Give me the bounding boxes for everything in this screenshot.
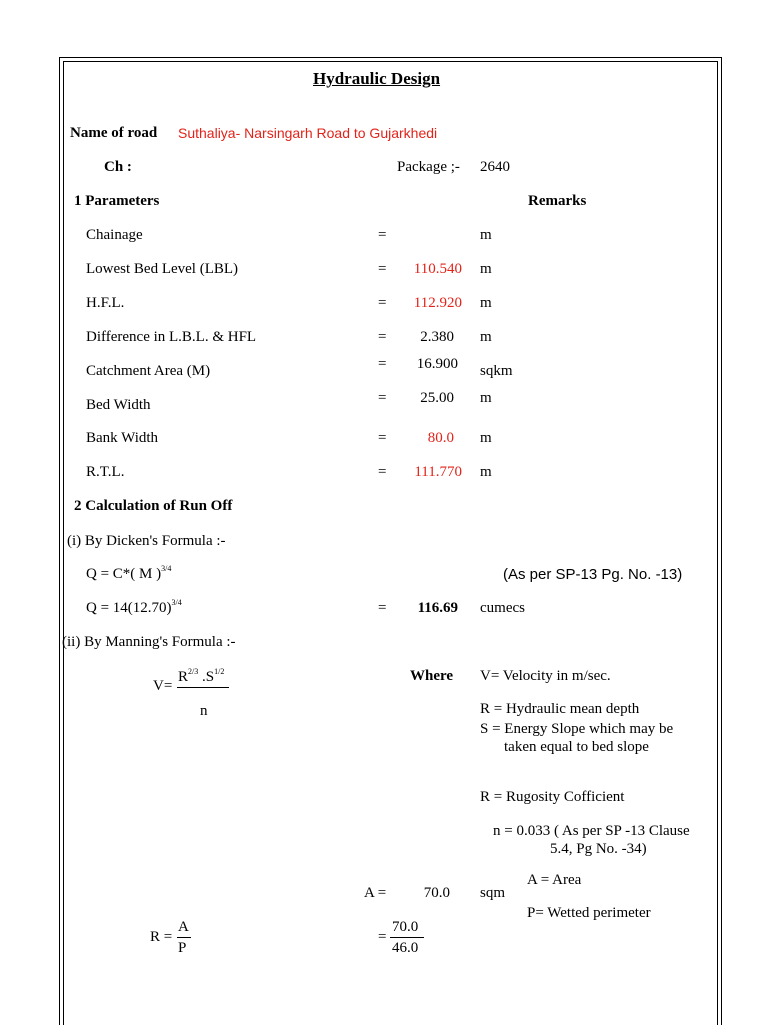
- param-unit: m: [480, 227, 492, 243]
- definition-area: A = Area: [527, 872, 582, 888]
- road-label: Name of road: [70, 125, 158, 141]
- param-label: Chainage: [86, 227, 143, 243]
- r-equals: =: [378, 929, 387, 945]
- definition-n-value-cont: 5.4, Pg No. -34): [550, 841, 647, 857]
- dicken-formula: Q = C*( M )$^{3/4}$: [86, 564, 172, 582]
- param-unit: sqkm: [480, 363, 513, 379]
- param-label: Bed Width: [86, 397, 151, 413]
- definition-hydraulic-depth: R = Hydraulic mean depth: [480, 701, 640, 717]
- param-unit: m: [480, 329, 492, 345]
- param-equals: =: [378, 329, 387, 345]
- section-parameters-heading: 1 Parameters: [74, 193, 160, 209]
- dicken-equals: =: [378, 600, 387, 616]
- definition-n-value: n = 0.033 ( As per SP -13 Clause: [493, 823, 690, 839]
- definition-velocity: V= Velocity in m/sec.: [480, 668, 611, 684]
- r-numerator-value: 70.0: [392, 919, 419, 935]
- package-value: 2640: [480, 159, 510, 175]
- road-value: Suthaliya- Narsingarh Road to Gujarkhedi: [178, 125, 438, 141]
- definition-energy-slope-cont: taken equal to bed slope: [504, 739, 649, 755]
- param-unit: m: [480, 390, 492, 406]
- manning-heading: (ii) By Manning's Formula :-: [62, 634, 236, 650]
- manning-denominator: n: [200, 703, 208, 719]
- where-label: Where: [410, 668, 454, 684]
- param-unit: m: [480, 295, 492, 311]
- param-label: H.F.L.: [86, 295, 125, 311]
- r-label: R =: [150, 929, 173, 945]
- r-value-fraction-bar: [390, 937, 424, 938]
- dicken-reference: (As per SP-13 Pg. No. -13): [503, 566, 683, 583]
- page-title: Hydraulic Design: [313, 69, 441, 88]
- definition-energy-slope: S = Energy Slope which may be: [480, 721, 674, 737]
- param-equals: =: [378, 295, 387, 311]
- definition-rugosity: R = Rugosity Cofficient: [480, 789, 625, 805]
- param-value: 16.900: [416, 356, 458, 372]
- param-equals: =: [378, 464, 387, 480]
- definition-perimeter: P= Wetted perimeter: [527, 905, 651, 921]
- param-value: 80.0: [427, 430, 454, 446]
- r-denominator: P: [178, 940, 187, 956]
- param-unit: m: [480, 430, 492, 446]
- param-label: Bank Width: [86, 430, 159, 446]
- dicken-unit: cumecs: [480, 600, 525, 616]
- param-value: 112.920: [413, 295, 462, 311]
- param-equals: =: [378, 356, 387, 372]
- param-label: Catchment Area (M): [86, 363, 211, 379]
- area-value: 70.0: [423, 885, 450, 901]
- param-equals: =: [378, 261, 387, 277]
- dicken-calculation: $Q = 14(12.70)^{3/4}$: [86, 598, 182, 616]
- param-label: Difference in L.B.L. & HFL: [86, 329, 257, 345]
- dicken-result: 116.69: [417, 600, 458, 616]
- param-value: 25.00: [420, 390, 454, 406]
- param-label: Lowest Bed Level (LBL): [86, 261, 239, 277]
- chainage-label: Ch :: [104, 159, 132, 175]
- area-label: A =: [364, 885, 387, 901]
- param-value: 111.770: [414, 464, 462, 480]
- param-unit: m: [480, 261, 492, 277]
- r-fraction-bar: [177, 937, 191, 938]
- param-equals: =: [378, 390, 387, 406]
- section-runoff-heading: 2 Calculation of Run Off: [74, 498, 233, 514]
- param-value: 2.380: [420, 329, 454, 345]
- package-label: Package ;-: [397, 159, 460, 175]
- r-numerator: A: [178, 919, 189, 935]
- param-equals: =: [378, 430, 387, 446]
- manning-fraction-bar: [177, 687, 229, 688]
- manning-v-label: V=: [153, 678, 173, 694]
- param-equals: =: [378, 227, 387, 243]
- area-unit: sqm: [480, 885, 506, 901]
- remarks-heading: Remarks: [528, 193, 587, 209]
- dicken-heading: (i) By Dicken's Formula :-: [67, 533, 226, 549]
- param-unit: m: [480, 464, 492, 480]
- r-denominator-value: 46.0: [392, 940, 419, 956]
- manning-numerator: $R^{2/3}$ $.S^{1/2}$: [178, 667, 225, 685]
- param-label: R.T.L.: [86, 464, 125, 480]
- param-value: 110.540: [413, 261, 462, 277]
